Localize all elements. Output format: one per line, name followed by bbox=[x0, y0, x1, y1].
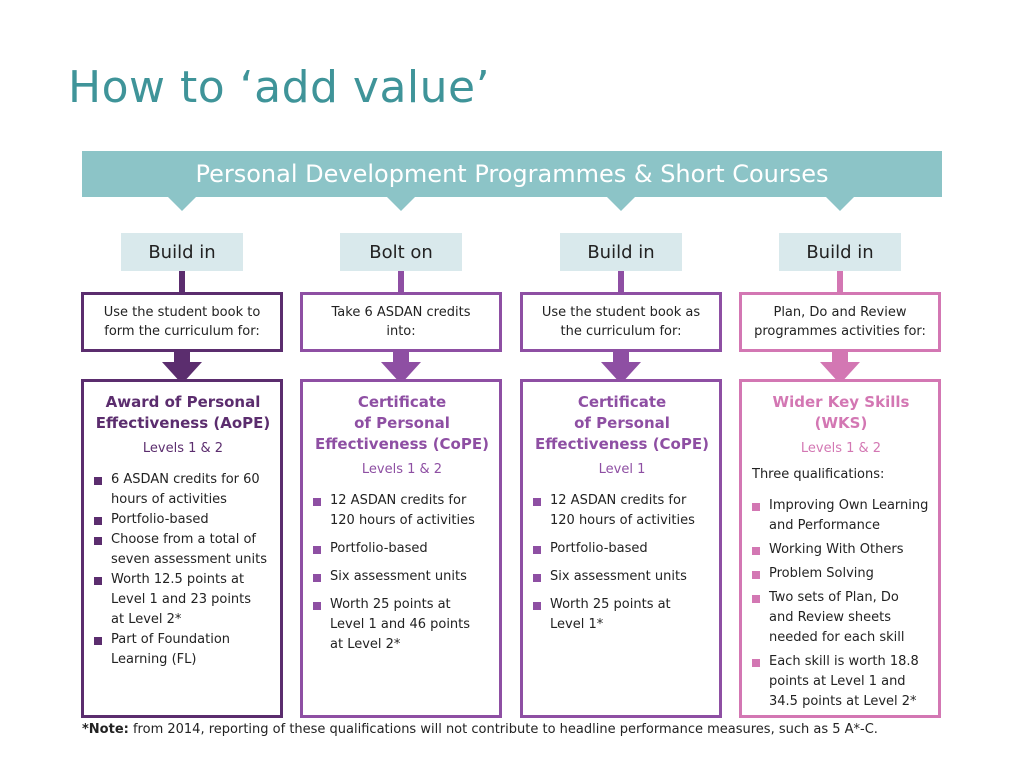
bullet-item bbox=[94, 530, 272, 570]
mode-label: Build in bbox=[560, 233, 682, 271]
bullet-list bbox=[313, 491, 491, 655]
bullet-square bbox=[752, 659, 760, 667]
bullet-item bbox=[94, 630, 272, 670]
connector-line bbox=[179, 271, 185, 293]
bullet-text: Two sets of Plan, Do and Review sheets needed for each skill bbox=[769, 590, 905, 645]
qualification-levels: Levels 1 & 2 bbox=[142, 441, 224, 456]
bullet-item bbox=[752, 588, 930, 648]
bullet-text: Problem Solving bbox=[769, 566, 874, 581]
bullet-text: Worth 12.5 points at Level 1 and 23 points at Level 2* bbox=[111, 572, 252, 627]
bullet-text: Each skill is worth 18.8 points at Level 1 and 34.5 points at Level 2* bbox=[769, 654, 919, 709]
bullet-list bbox=[533, 491, 711, 635]
bullet-text: Choose from a total of seven assessment units bbox=[111, 532, 267, 567]
bullet-square bbox=[94, 477, 102, 485]
bullet-square bbox=[313, 602, 321, 610]
bullet-item bbox=[533, 491, 711, 531]
bullet-square bbox=[313, 546, 321, 554]
banner-programmes: Personal Development Programmes & Short Courses bbox=[82, 151, 942, 197]
connector-line bbox=[618, 271, 624, 293]
mode-label: Build in bbox=[779, 233, 901, 271]
qualification-title: Wider Key Skills (WKS) bbox=[772, 393, 910, 432]
bullet-text: Worth 25 points at Level 1 and 46 points at Level 2* bbox=[330, 597, 471, 652]
bullet-item bbox=[313, 595, 491, 655]
bullet-square bbox=[533, 574, 541, 582]
intro-text: Plan, Do and Review programmes activities for: bbox=[754, 305, 926, 339]
qualification-levels: Level 1 bbox=[598, 462, 646, 477]
mode-label: Bolt on bbox=[340, 233, 462, 271]
bullet-text: 6 ASDAN credits for 60 hours of activities bbox=[111, 472, 260, 507]
bullet-square bbox=[752, 547, 760, 555]
bullet-list bbox=[94, 470, 272, 670]
qualification-box bbox=[81, 379, 283, 718]
bullet-text: Six assessment units bbox=[550, 569, 687, 584]
bullet-item bbox=[752, 496, 930, 536]
qualification-intro: Three qualifications: bbox=[752, 467, 885, 482]
top-arrow-icon bbox=[168, 197, 196, 211]
connector-line bbox=[398, 271, 404, 293]
connector-line bbox=[837, 271, 843, 293]
bullet-square bbox=[533, 602, 541, 610]
bullet-item bbox=[533, 595, 711, 635]
bullet-text: Part of Foundation Learning (FL) bbox=[111, 632, 231, 667]
intro-box bbox=[300, 292, 502, 352]
bullet-square bbox=[313, 574, 321, 582]
top-arrow-icon bbox=[607, 197, 635, 211]
bullet-text: Worth 25 points at Level 1* bbox=[550, 597, 671, 632]
bullet-square bbox=[94, 517, 102, 525]
bullet-square bbox=[313, 498, 321, 506]
top-arrow-icon bbox=[826, 197, 854, 211]
bullet-square bbox=[752, 571, 760, 579]
bullet-text: Portfolio-based bbox=[330, 541, 428, 556]
qualification-title: Award of Personal Effectiveness (AoPE) bbox=[95, 393, 271, 432]
qualification-levels: Levels 1 & 2 bbox=[800, 441, 882, 456]
intro-text: Use the student book as the curriculum for: bbox=[541, 305, 701, 339]
intro-text: Use the student book to form the curriculum for: bbox=[103, 305, 261, 339]
bullet-item bbox=[752, 564, 930, 584]
footnote bbox=[82, 722, 952, 737]
bullet-text: Portfolio-based bbox=[550, 541, 648, 556]
bullet-item bbox=[94, 510, 272, 530]
footnote-label: *Note: bbox=[82, 722, 129, 737]
bullet-item bbox=[752, 540, 930, 560]
bullet-square bbox=[94, 637, 102, 645]
top-arrow-icon bbox=[387, 197, 415, 211]
intro-box bbox=[520, 292, 722, 352]
bullet-item bbox=[94, 570, 272, 630]
bullet-item bbox=[533, 567, 711, 587]
bullet-item bbox=[94, 470, 272, 510]
bullet-text: Six assessment units bbox=[330, 569, 467, 584]
bullet-text: Portfolio-based bbox=[111, 512, 209, 527]
bullet-square bbox=[94, 577, 102, 585]
bullet-text: Improving Own Learning and Performance bbox=[769, 498, 929, 533]
bullet-square bbox=[533, 546, 541, 554]
intro-box bbox=[739, 292, 941, 352]
page-title: How to ‘add value’ bbox=[68, 62, 491, 113]
bullet-square bbox=[533, 498, 541, 506]
bullet-item bbox=[313, 491, 491, 531]
intro-text: Take 6 ASDAN credits into: bbox=[331, 305, 471, 339]
bullet-square bbox=[94, 537, 102, 545]
qualification-box bbox=[300, 379, 502, 718]
bullet-text: Working With Others bbox=[769, 542, 904, 557]
intro-box bbox=[81, 292, 283, 352]
bullet-square bbox=[752, 595, 760, 603]
mode-label: Build in bbox=[121, 233, 243, 271]
qualification-box bbox=[739, 379, 941, 718]
bullet-item bbox=[313, 539, 491, 559]
bullet-item bbox=[752, 652, 930, 712]
qualification-title: Certificate of Personal Effectiveness (CoPE) bbox=[535, 393, 709, 453]
bullet-text: 12 ASDAN credits for 120 hours of activities bbox=[330, 493, 475, 528]
qualification-title: Certificate of Personal Effectiveness (CoPE) bbox=[315, 393, 489, 453]
qualification-levels: Levels 1 & 2 bbox=[361, 462, 443, 477]
bullet-square bbox=[752, 503, 760, 511]
footnote-text: from 2014, reporting of these qualifications will not contribute to headline performance measures, such as 5 A*-C. bbox=[128, 722, 878, 737]
bullet-text: 12 ASDAN credits for 120 hours of activities bbox=[550, 493, 695, 528]
qualification-box bbox=[520, 379, 722, 718]
bullet-item bbox=[533, 539, 711, 559]
bullet-item bbox=[313, 567, 491, 587]
bullet-list bbox=[752, 496, 930, 712]
